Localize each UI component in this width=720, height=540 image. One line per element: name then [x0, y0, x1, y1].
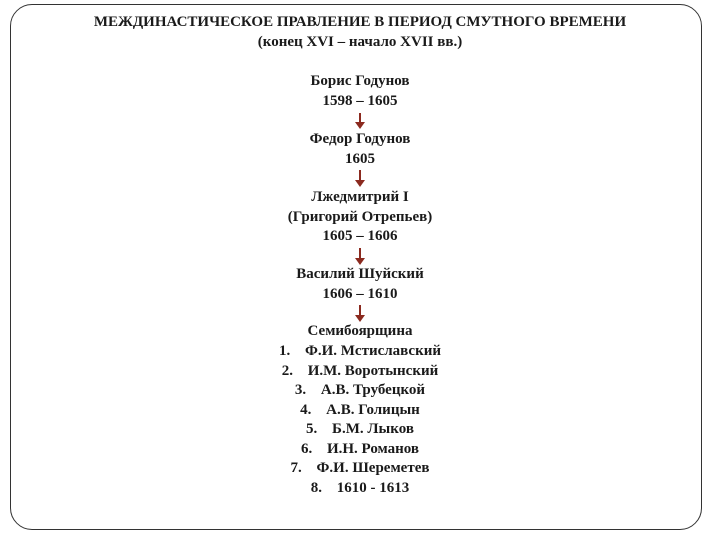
list-item-number: 8.	[310, 479, 322, 496]
ruler-name: Федор Годунов	[309, 131, 411, 147]
list-item	[0, 420, 720, 440]
list-item	[0, 342, 720, 362]
list-item-text: И.Н. Романов	[326, 440, 420, 457]
ruler-name: Борис Годунов	[310, 73, 410, 89]
list-item	[0, 459, 720, 479]
list-item-text: Ф.И. Мстиславский	[304, 343, 442, 359]
succession-arrow-4	[359, 305, 361, 317]
list-item	[0, 401, 720, 421]
succession-arrow-3	[359, 248, 361, 260]
list-item-text: А.В. Трубецкой	[320, 382, 426, 398]
list-item-number: 7.	[290, 460, 302, 476]
diagram-subtitle: (конец XVI – начало XVII вв.)	[257, 34, 463, 50]
ruler-node-vasily-shuisky	[0, 265, 720, 304]
list-item-text: 1610 - 1613	[336, 479, 410, 496]
list-item-text: А.В. Голицын	[326, 401, 420, 418]
diagram-title: МЕЖДИНАСТИЧЕСКОЕ ПРАВЛЕНИЕ В ПЕРИОД СМУТНОГО ВРЕМЕНИ	[93, 14, 627, 30]
ruler-node-false-dmitry	[0, 188, 720, 247]
ruler-node-fedor-godunov	[0, 130, 720, 169]
list-item	[0, 440, 720, 460]
list-item-number: 4.	[300, 401, 312, 418]
list-item	[0, 479, 720, 499]
ruler-node-boris-godunov	[0, 72, 720, 111]
ruler-alias: (Григорий Отрепьев)	[287, 208, 433, 225]
ruler-years: 1598 – 1605	[322, 92, 398, 109]
council-members-list	[0, 342, 720, 498]
ruler-name: Лжедмитрий I	[311, 189, 409, 205]
list-item	[0, 362, 720, 382]
succession-arrow-1	[359, 113, 361, 124]
ruler-years: 1605	[345, 150, 375, 167]
list-item-number: 5.	[306, 421, 318, 437]
list-item-text: Ф.И. Шереметев	[316, 460, 430, 476]
list-item-number: 1.	[278, 343, 291, 359]
list-item-number: 6.	[300, 440, 313, 457]
succession-arrow-2	[359, 170, 361, 182]
list-item-text: И.М. Воротынский	[307, 362, 439, 379]
ruler-years: 1605 – 1606	[322, 228, 398, 244]
list-item-text: Б.М. Лыков	[332, 421, 414, 437]
list-item	[0, 381, 720, 401]
ruler-name: Василий Шуйский	[296, 266, 424, 282]
ruler-years: 1606 – 1610	[322, 285, 398, 302]
list-item-number: 3.	[294, 382, 307, 398]
list-item-number: 2.	[281, 362, 293, 379]
council-node-seven-boyars: Семибоярщина	[307, 323, 413, 339]
